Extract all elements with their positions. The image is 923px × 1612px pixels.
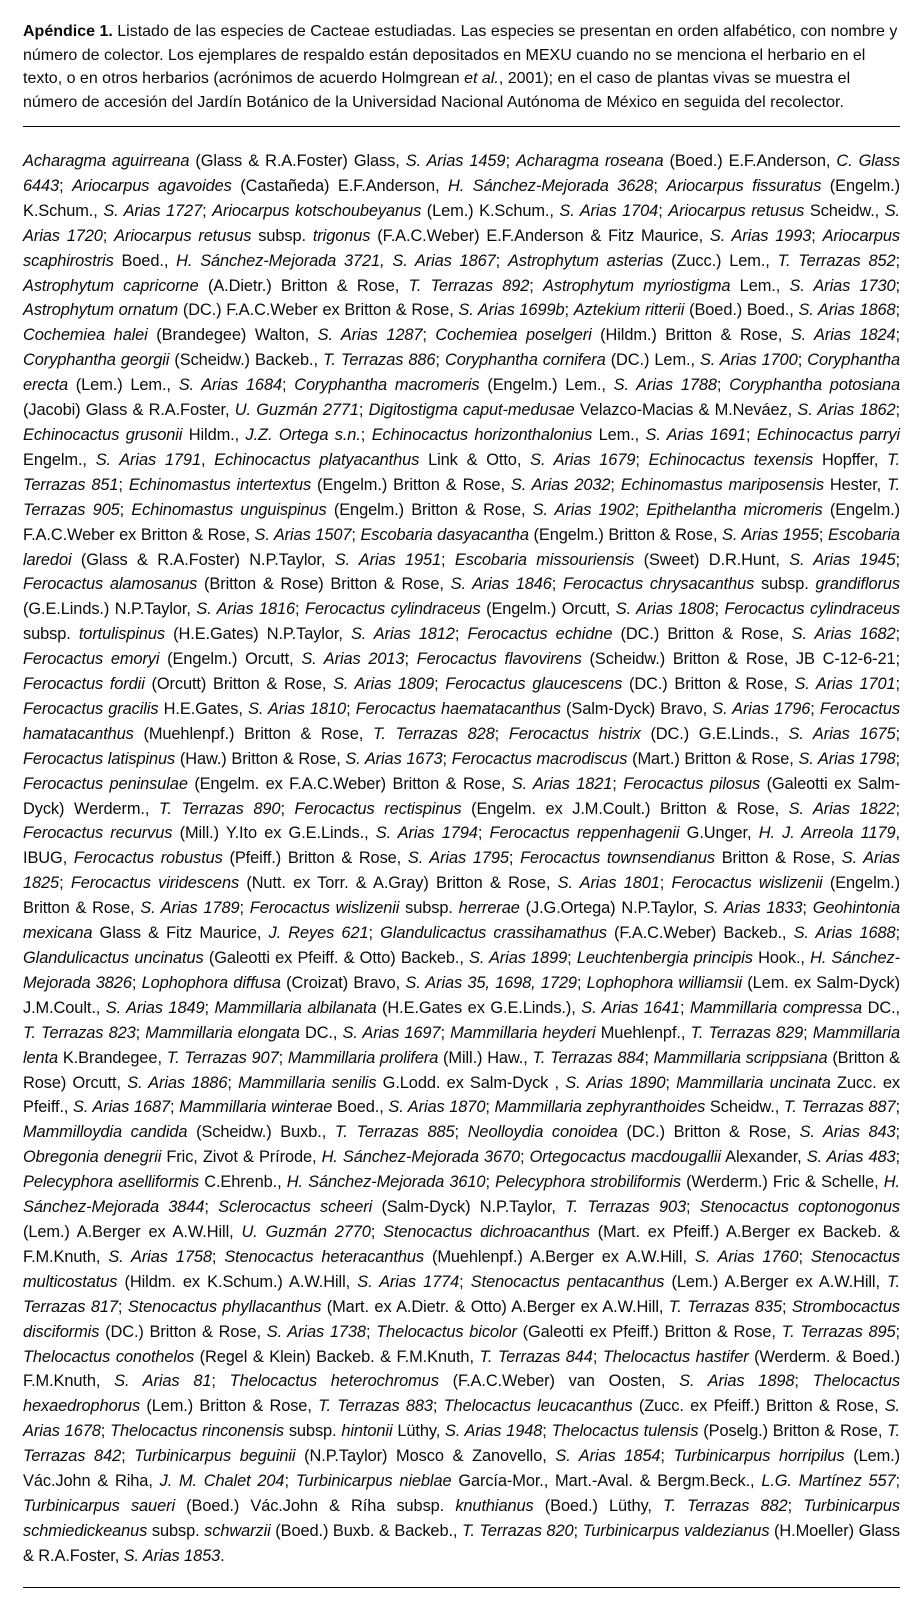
- species-entry: Lophophora williamsii (Lem. ex Salm-Dyck) J.M.Coult., S. Arias 1849;: [23, 973, 900, 1017]
- species-entry: Escobaria laredoi (Glass & R.A.Foster) N.P.Taylor, S. Arias 1951;: [23, 525, 900, 569]
- species-entry: Cochemiea poselgeri (Hildm.) Britton & Rose, S. Arias 1824;: [435, 326, 900, 345]
- species-entry: Ferocactus wislizenii subsp. herrerae (J.G.Ortega) N.P.Taylor, S. Arias 1833;: [249, 899, 807, 918]
- species-entry: Mammillaria compressa DC., T. Terrazas 823;: [23, 998, 900, 1042]
- species-entry: Obregonia denegrii Fric, Zivot & Prírode, H. Sánchez-Mejorada 3670;: [23, 1148, 525, 1167]
- species-entry: Echinocactus parryi Engelm., S. Arias 1791,: [23, 425, 900, 469]
- appendix-label: Apéndice 1.: [23, 23, 113, 40]
- species-entry: Pelecyphora aselliformis C.Ehrenb., H. Sánchez-Mejorada 3610;: [23, 1173, 490, 1192]
- caption-text-2: , 2001); en el caso de plantas vivas se muestra el número de accesión del Jardín Botánico de la Universidad Nacional Autónoma de México en seguida del recolector.: [23, 70, 851, 111]
- species-entry: Thelocactus bicolor (Galeotti ex Pfeiff.) Britton & Rose, T. Terrazas 895;: [376, 1322, 900, 1341]
- species-entry: Ferocactus reppenhagenii G.Unger, H. J. Arreola 1179, IBUG,: [23, 824, 900, 868]
- species-entry: Mammillaria uncinata Zucc. ex Pfeiff., S. Arias 1687;: [23, 1073, 900, 1117]
- species-entry: Strombocactus disciformis (DC.) Britton & Rose, S. Arias 1738;: [23, 1297, 900, 1341]
- species-entry: Acharagma roseana (Boed.) E.F.Anderson, C. Glass 6443;: [23, 152, 900, 195]
- species-entry: Echinocactus texensis Hopffer, T. Terrazas 851;: [23, 450, 900, 494]
- species-entry: Ferocactus cylindraceus subsp. tortulispinus (H.E.Gates) N.P.Taylor, S. Arias 1812;: [23, 600, 900, 644]
- species-entry: Mammillaria senilis G.Lodd. ex Salm-Dyck , S. Arias 1890;: [238, 1073, 670, 1092]
- species-entry: Ariocarpus agavoides (Castañeda) E.F.Anderson, H. Sánchez-Mejorada 3628;: [72, 176, 658, 195]
- species-entry: Echinomastus mariposensis Hester, T. Terrazas 905;: [23, 475, 900, 519]
- species-entry: Lophophora diffusa (Croizat) Bravo, S. Arias 35, 1698, 1729;: [141, 973, 582, 992]
- species-entry: Ferocactus peninsulae (Engelm. ex F.A.C.Weber) Britton & Rose, S. Arias 1821;: [23, 774, 617, 793]
- species-entry: Ferocactus viridescens (Nutt. ex Torr. & A.Gray) Britton & Rose, S. Arias 1801;: [70, 874, 665, 893]
- species-entry: Geohintonia mexicana Glass & Fitz Maurice, J. Reyes 621;: [23, 899, 900, 943]
- species-entry: Ferocactus emoryi (Engelm.) Orcutt, S. Arias 2013;: [23, 650, 409, 669]
- species-entry: Ferocactus latispinus (Haw.) Britton & Rose, S. Arias 1673;: [23, 749, 447, 768]
- species-entry: Mammilloydia candida (Scheidw.) Buxb., T. Terrazas 885;: [23, 1123, 459, 1142]
- species-entry: Aztekium ritterii (Boed.) Boed., S. Arias 1868;: [573, 301, 900, 320]
- species-entry: Cochemiea halei (Brandegee) Walton, S. Arias 1287;: [23, 326, 427, 345]
- species-entry: Thelocactus hastifer (Werderm. & Boed.) F.M.Knuth, S. Arias 81;: [23, 1347, 900, 1391]
- species-entry: Echinomastus intertextus (Engelm.) Britton & Rose, S. Arias 2032;: [128, 475, 615, 494]
- species-entry: Mammillaria heyderi Muehlenpf., T. Terrazas 829;: [450, 1023, 808, 1042]
- species-entry: Ferocactus hamatacanthus (Muehlenpf.) Britton & Rose, T. Terrazas 828;: [23, 699, 900, 743]
- species-entry: Acharagma aguirreana (Glass & R.A.Foster) Glass, S. Arias 1459;: [23, 152, 510, 170]
- species-entry: Coryphantha georgii (Scheidw.) Backeb., T. Terrazas 886;: [23, 351, 440, 370]
- species-entry: Ariocarpus fissuratus (Engelm.) K.Schum., S. Arias 1727;: [23, 176, 900, 220]
- species-entry: Turbinicarpus horripilus (Lem.) Vác.John & Riha, J. M. Chalet 204;: [23, 1447, 900, 1491]
- species-entry: Coryphantha cornifera (DC.) Lem., S. Arias 1700;: [444, 351, 803, 370]
- species-entry: Turbinicarpus schmiedickeanus subsp. schwarzii (Boed.) Buxb. & Backeb., T. Terrazas 820;: [23, 1496, 900, 1540]
- species-entry: Ferocactus pilosus (Galeotti ex Salm-Dyck) Werderm., T. Terrazas 890;: [23, 774, 900, 818]
- species-entry: Ferocactus wislizenii (Engelm.) Britton & Rose, S. Arias 1789;: [23, 874, 900, 918]
- species-entry: Stenocactus dichroacanthus (Mart. ex Pfeiff.) A.Berger ex Backeb. & F.M.Knuth, S. Arias 1758;: [23, 1222, 900, 1266]
- species-list: [23, 149, 900, 1569]
- species-entry: Turbinicarpus saueri (Boed.) Vác.John & Ríha subsp. knuthianus (Boed.) Lüthy, T. Terrazas 882;: [23, 1496, 793, 1515]
- species-entry: Stenocactus multicostatus (Hildm. ex K.Schum.) A.W.Hill, S. Arias 1774;: [23, 1247, 900, 1291]
- species-entry: Ferocactus glaucescens (DC.) Britton & Rose, S. Arias 1701;: [445, 675, 900, 694]
- species-entry: Thelocactus leucacanthus (Zucc. ex Pfeiff.) Britton & Rose, S. Arias 1678;: [23, 1397, 900, 1441]
- caption-etal: et al.: [464, 70, 499, 87]
- species-entry: Mammillaria zephyranthoides Scheidw., T. Terrazas 887;: [494, 1098, 900, 1117]
- species-entry: Coryphantha macromeris (Engelm.) Lem., S. Arias 1788;: [294, 376, 722, 395]
- species-entry: Echinomastus unguispinus (Engelm.) Britton & Rose, S. Arias 1902;: [131, 500, 640, 519]
- species-entry: Echinocactus grusonii Hildm., J.Z. Ortega s.n.;: [23, 425, 366, 444]
- species-entry: Astrophytum myriostigma Lem., S. Arias 1730;: [543, 276, 901, 295]
- species-entry: Ferocactus echidne (DC.) Britton & Rose, S. Arias 1682;: [467, 625, 900, 644]
- species-entry: Ferocactus robustus (Pfeiff.) Britton & Rose, S. Arias 1795;: [73, 849, 514, 868]
- species-entry: Ariocarpus scaphirostris Boed., H. Sánchez-Mejorada 3721, S. Arias 1867;: [23, 226, 900, 270]
- species-entry: Escobaria dasyacantha (Engelm.) Britton & Rose, S. Arias 1955;: [360, 525, 824, 544]
- top-rule: [23, 126, 900, 127]
- species-entry: Ferocactus recurvus (Mill.) Y.Ito ex G.E.Linds., S. Arias 1794;: [23, 824, 483, 843]
- species-entry: Glandulicactus uncinatus (Galeotti ex Pfeiff. & Otto) Backeb., S. Arias 1899;: [23, 949, 572, 967]
- species-entry: Digitostigma caput-medusae Velazco-Macias & M.Neváez, S. Arias 1862;: [368, 401, 901, 420]
- species-entry: Leuchtenbergia principis Hook., H. Sánchez-Mejorada 3826;: [23, 949, 900, 992]
- species-entry: Thelocactus hexaedrophorus (Lem.) Britton & Rose, T. Terrazas 883;: [23, 1372, 900, 1416]
- species-entry: Turbinicarpus nieblae García-Mor., Mart.-Aval. & Bergm.Beck., L.G. Martínez 557;: [295, 1472, 900, 1491]
- bottom-rule: [23, 1587, 900, 1588]
- caption-text-1: Listado de las especies de Cacteae estudiadas. Las especies se presentan en orden alfabético, con nombre y número de colector. Los ejemplares de respaldo están depositados en MEXU cuando no se menciona el herbario en el texto, o en otros herbarios (acrónimos de acuerdo Holmgrean: [23, 23, 898, 87]
- species-entry: Epithelantha micromeris (Engelm.) F.A.C.Weber ex Britton & Rose, S. Arias 1507;: [23, 500, 900, 544]
- species-entry: Mammillaria winterae Boed., S. Arias 1870;: [179, 1098, 490, 1117]
- species-entry: Stenocactus heteracanthus (Muehlenpf.) A.Berger ex A.W.Hill, S. Arias 1760;: [224, 1247, 803, 1266]
- species-entry: Ferocactus cylindraceus (Engelm.) Orcutt, S. Arias 1808;: [305, 600, 719, 619]
- species-entry: Ferocactus macrodiscus (Mart.) Britton & Rose, S. Arias 1798;: [451, 749, 900, 768]
- species-entry: Thelocactus rinconensis subsp. hintonii Lüthy, S. Arias 1948;: [110, 1422, 547, 1441]
- species-entry: Stenocactus pentacanthus (Lem.) A.Berger ex A.W.Hill, T. Terrazas 817;: [23, 1272, 900, 1316]
- species-entry: Ferocactus gracilis H.E.Gates, S. Arias 1810;: [23, 699, 351, 718]
- species-entry: Coryphantha potosiana (Jacobi) Glass & R.A.Foster, U. Guzmán 2771;: [23, 376, 900, 420]
- species-entry: Ariocarpus retusus Scheidw., S. Arias 1720;: [23, 201, 901, 245]
- species-entry: Turbinicarpus beguinii (N.P.Taylor) Mosco & Zanovello, S. Arias 1854;: [134, 1447, 665, 1466]
- species-entry: Mammillaria elongata DC., S. Arias 1697;: [145, 1023, 445, 1042]
- species-entry: Ariocarpus kotschoubeyanus (Lem.) K.Schum., S. Arias 1704;: [212, 201, 663, 220]
- species-entry: Echinocactus horizonthalonius Lem., S. Arias 1691;: [371, 425, 751, 444]
- species-entry: Glandulicactus crassihamathus (F.A.C.Weber) Backeb., S. Arias 1688;: [380, 924, 900, 943]
- species-entry: Ferocactus alamosanus (Britton & Rose) Britton & Rose, S. Arias 1846;: [23, 575, 557, 594]
- species-entry: Thelocactus conothelos (Regel & Klein) Backeb. & F.M.Knuth, T. Terrazas 844;: [23, 1347, 598, 1366]
- species-entry: Mammillaria lenta K.Brandegee, T. Terrazas 907;: [23, 1023, 900, 1067]
- species-entry: Coryphantha erecta (Lem.) Lem., S. Arias 1684;: [23, 351, 900, 395]
- species-entry: Echinocactus platyacanthus Link & Otto, S. Arias 1679;: [214, 450, 640, 469]
- species-entry: Pelecyphora strobiliformis (Werderm.) Fric & Schelle, H. Sánchez-Mejorada 3844;: [23, 1173, 900, 1217]
- species-entry: Mammillaria albilanata (H.E.Gates ex G.E.Linds.), S. Arias 1641;: [214, 998, 685, 1017]
- species-entry: Astrophytum asterias (Zucc.) Lem., T. Terrazas 852;: [507, 251, 900, 270]
- species-entry: Ferocactus rectispinus (Engelm. ex J.M.Coult.) Britton & Rose, S. Arias 1822;: [294, 799, 900, 818]
- appendix-caption: [23, 20, 900, 114]
- species-entry: Ferocactus fordii (Orcutt) Britton & Rose, S. Arias 1809;: [23, 675, 439, 694]
- species-entry: Escobaria missouriensis (Sweet) D.R.Hunt, S. Arias 1945;: [454, 550, 900, 569]
- species-entry: Ferocactus histrix (DC.) G.E.Linds., S. Arias 1675;: [508, 724, 900, 743]
- species-entry: Astrophytum ornatum (DC.) F.A.C.Weber ex Britton & Rose, S. Arias 1699b;: [23, 301, 569, 320]
- species-entry: Ferocactus chrysacanthus subsp. grandiflorus (G.E.Linds.) N.P.Taylor, S. Arias 1816;: [23, 575, 900, 619]
- species-entry: Sclerocactus scheeri (Salm-Dyck) N.P.Taylor, T. Terrazas 903;: [218, 1198, 691, 1217]
- species-entry: Thelocactus tulensis (Poselg.) Britton & Rose, T. Terrazas 842;: [23, 1422, 900, 1466]
- species-entry: Neolloydia conoidea (DC.) Britton & Rose, S. Arias 843;: [467, 1123, 900, 1142]
- species-entry: Ferocactus townsendianus Britton & Rose, S. Arias 1825;: [23, 849, 900, 893]
- species-entry: Mammillaria prolifera (Mill.) Haw., T. Terrazas 884;: [287, 1048, 649, 1067]
- species-entry: Ariocarpus retusus subsp. trigonus (F.A.C.Weber) E.F.Anderson & Fitz Maurice, S. Arias 1993;: [114, 226, 816, 245]
- species-entry: Stenocactus coptonogonus (Lem.) A.Berger ex A.W.Hill, U. Guzmán 2770;: [23, 1198, 900, 1241]
- species-entry: Ferocactus haematacanthus (Salm-Dyck) Bravo, S. Arias 1796;: [355, 699, 815, 718]
- species-entry: Ferocactus flavovirens (Scheidw.) Britton & Rose, JB C-12-6-21;: [416, 650, 900, 669]
- species-entry: Stenocactus phyllacanthus (Mart. ex A.Dietr. & Otto) A.Berger ex A.W.Hill, T. Terrazas 835;: [127, 1297, 787, 1316]
- species-entry: Astrophytum capricorne (A.Dietr.) Britton & Rose, T. Terrazas 892;: [23, 276, 534, 295]
- species-entry: Mammillaria scrippsiana (Britton & Rose) Orcutt, S. Arias 1886;: [23, 1048, 900, 1092]
- species-entry: Thelocactus heterochromus (F.A.C.Weber) van Oosten, S. Arias 1898;: [229, 1372, 799, 1391]
- species-entry: Turbinicarpus valdezianus (H.Moeller) Glass & R.A.Foster, S. Arias 1853.: [23, 1521, 900, 1565]
- species-entry: Ortegocactus macdougallii Alexander, S. Arias 483;: [529, 1148, 900, 1167]
